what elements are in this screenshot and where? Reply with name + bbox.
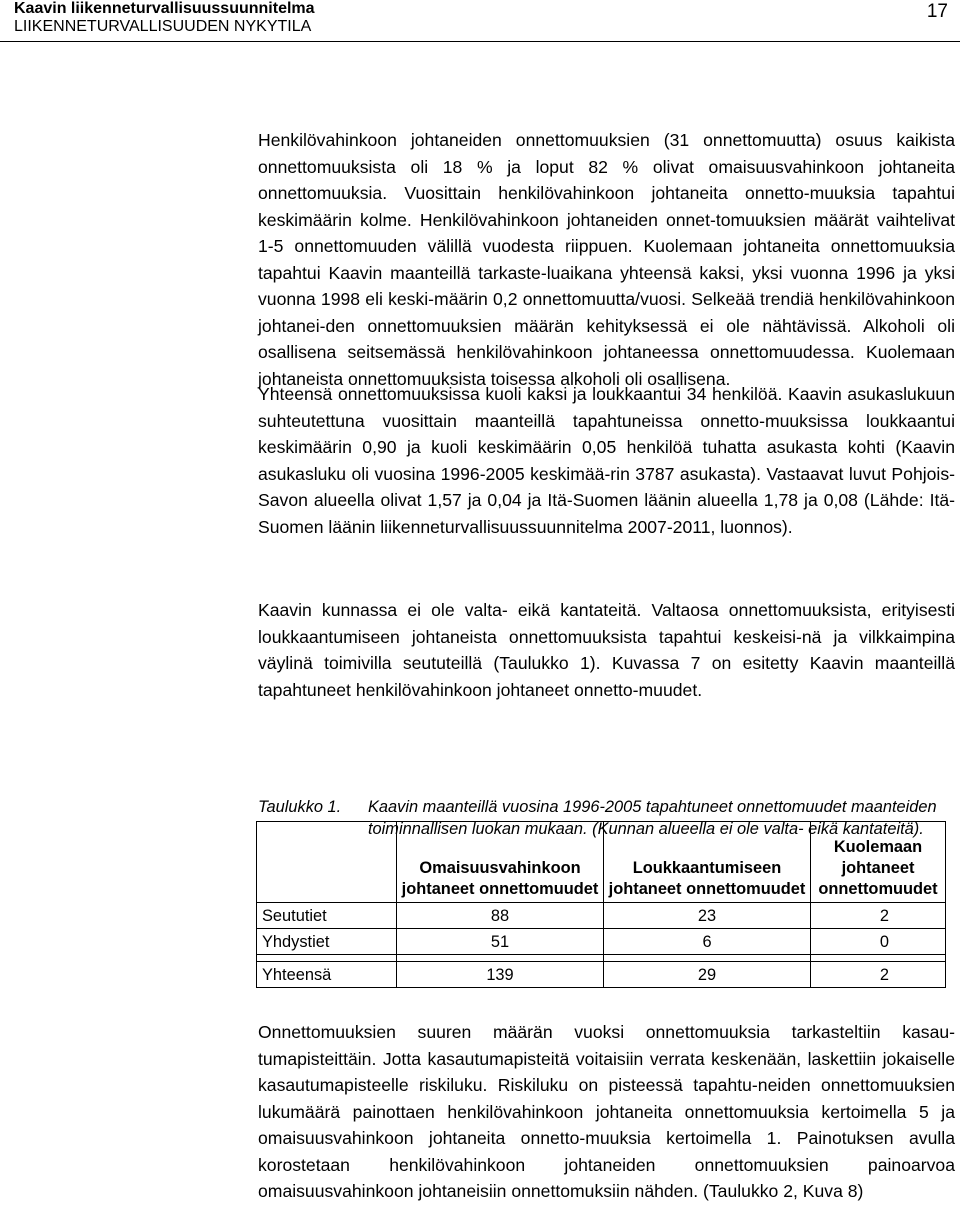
table-row <box>257 903 946 929</box>
table-spacer-row <box>257 955 946 962</box>
table-row-total <box>257 962 946 988</box>
paragraph-3: Kaavin kunnassa ei ole valta- eikä kantateitä. Valtaosa onnettomuuksista, erityisesti loukkaantumiseen johtaneista onnettomuuksista tapahtui keskeisi-nä ja vilkkaimpina väylinä toimivilla seututeillä (Taulukko 1). Kuvassa 7 on esitetty Kaavin maanteillä tapahtuneet henkilövahinkoon johtaneet onnetto-muudet. <box>258 600 955 700</box>
spacer-cell <box>397 955 604 962</box>
paragraph-2: Yhteensä onnettomuuksissa kuoli kaksi ja loukkaantui 34 henkilöä. Kaavin asukaslukuun suhteutettuna vuosittain maanteillä tapahtuneissa onnetto-muuksissa loukkaantui keskimäärin 0,90 ja kuoli keskimäärin 0,05 henkilöä tuhatta asukasta kohti (Kaavin asukasluku oli vuosina 1996-2005 keskimää-rin 3787 asukasta). Vastaavat luvut Pohjois-Savon alueella olivat 1,57 ja 0,04 ja Itä-Suomen läänin alueella 1,78 ja 0,08 (Lähde: Itä-Suomen läänin liikenneturvallisuussuunnitelma 2007-2011, luonnos). <box>258 384 955 537</box>
document-title: Kaavin liikenneturvallisuussuunnitelma <box>14 0 315 17</box>
spacer-cell <box>604 955 811 962</box>
table-cell: 88 <box>397 903 604 929</box>
table-cell: 2 <box>811 962 946 988</box>
table-header-injury: Loukkaantumiseen johtaneet onnettomuudet <box>604 822 811 903</box>
table-cell: 6 <box>604 929 811 955</box>
paragraph-4: Onnettomuuksien suuren määrän vuoksi onnettomuuksia tarkasteltiin kasau-tumapisteittäin. Jotta kasautumapisteitä voitaisiin verrata keskenään, laskettiin jokaiselle kasautumapisteelle riskiluku. Riskiluku on pisteessä tapahtu-neiden onnettomuuksien lukumäärä painottaen henkilövahinkoon johtaneita onnettomuuksia kertoimella 5 ja omaisuusvahinkoon johtaneita onnetto-muuksia kertoimella 1. Painotuksen avulla korostetaan henkilövahinkoon johtaneiden onnettomuuksien painoarvoa omaisuusvahinkoon johtaneisiin onnettomuksiin nähden. (Taulukko 2, Kuva 8) <box>258 1022 955 1201</box>
table-cell: 0 <box>811 929 946 955</box>
accident-table <box>256 821 946 988</box>
row-label: Yhteensä <box>257 962 397 988</box>
table-header-fatal: Kuolemaan johtaneet onnettomuudet <box>811 822 946 903</box>
table-cell: 29 <box>604 962 811 988</box>
table-cell: 2 <box>811 903 946 929</box>
table-cell: 139 <box>397 962 604 988</box>
paragraph-1: Henkilövahinkoon johtaneiden onnettomuuksien (31 onnettomuutta) osuus kaikista onnettomuuksista oli 18 % ja loput 82 % olivat omaisuusvahinkoon johtaneita onnettomuuksia. Vuosittain henkilövahinkoon johtaneita onnetto-muuksia tapahtui keskimäärin kolme. Henkilövahinkoon johtaneiden onnet-tomuuksien määrät vaihtelivat 1-5 onnettomuuden välillä vuodesta riippuen. Kuolemaan johtaneita onnettomuuksia tapahtui Kaavin maanteillä tarkaste-luaikana yhteensä kaksi, yksi vuonna 1996 ja yksi vuonna 1998 eli keski-määrin 0,2 onnettomuutta/vuosi. Selkeää trendiä henkilövahinkoon johtanei-den onnettomuuksien määrän kehityksessä ei ole nähtävissä. Alkoholi oli osallisena seitsemässä henkilövahinkoon johtaneessa onnettomuudessa. Kuolemaan johtaneista onnettomuuksista toisessa alkoholi oli osallisena. <box>258 130 955 389</box>
table-header-property-damage: Omaisuusvahinkoon johtaneet onnettomuudet <box>397 822 604 903</box>
table-cell: 51 <box>397 929 604 955</box>
row-label: Yhdystiet <box>257 929 397 955</box>
row-label: Seututiet <box>257 903 397 929</box>
table-header-row <box>257 822 946 903</box>
spacer-cell <box>257 955 397 962</box>
page-header <box>0 0 960 44</box>
table-header-empty <box>257 822 397 903</box>
table-caption-label: Taulukko 1. <box>258 798 342 816</box>
table-caption-text: Kaavin maanteillä vuosina 1996-2005 tapahtuneet onnettomuudet maanteiden toiminnallisen luokan mukaan. (Kunnan alueella ei ole valta- eikä kantateitä). <box>368 798 937 838</box>
page-number: 17 <box>926 1 948 22</box>
spacer-cell <box>811 955 946 962</box>
section-title: LIIKENNETURVALLISUUDEN NYKYTILA <box>14 18 312 35</box>
table-cell: 23 <box>604 903 811 929</box>
table-row <box>257 929 946 955</box>
header-divider <box>0 41 960 42</box>
